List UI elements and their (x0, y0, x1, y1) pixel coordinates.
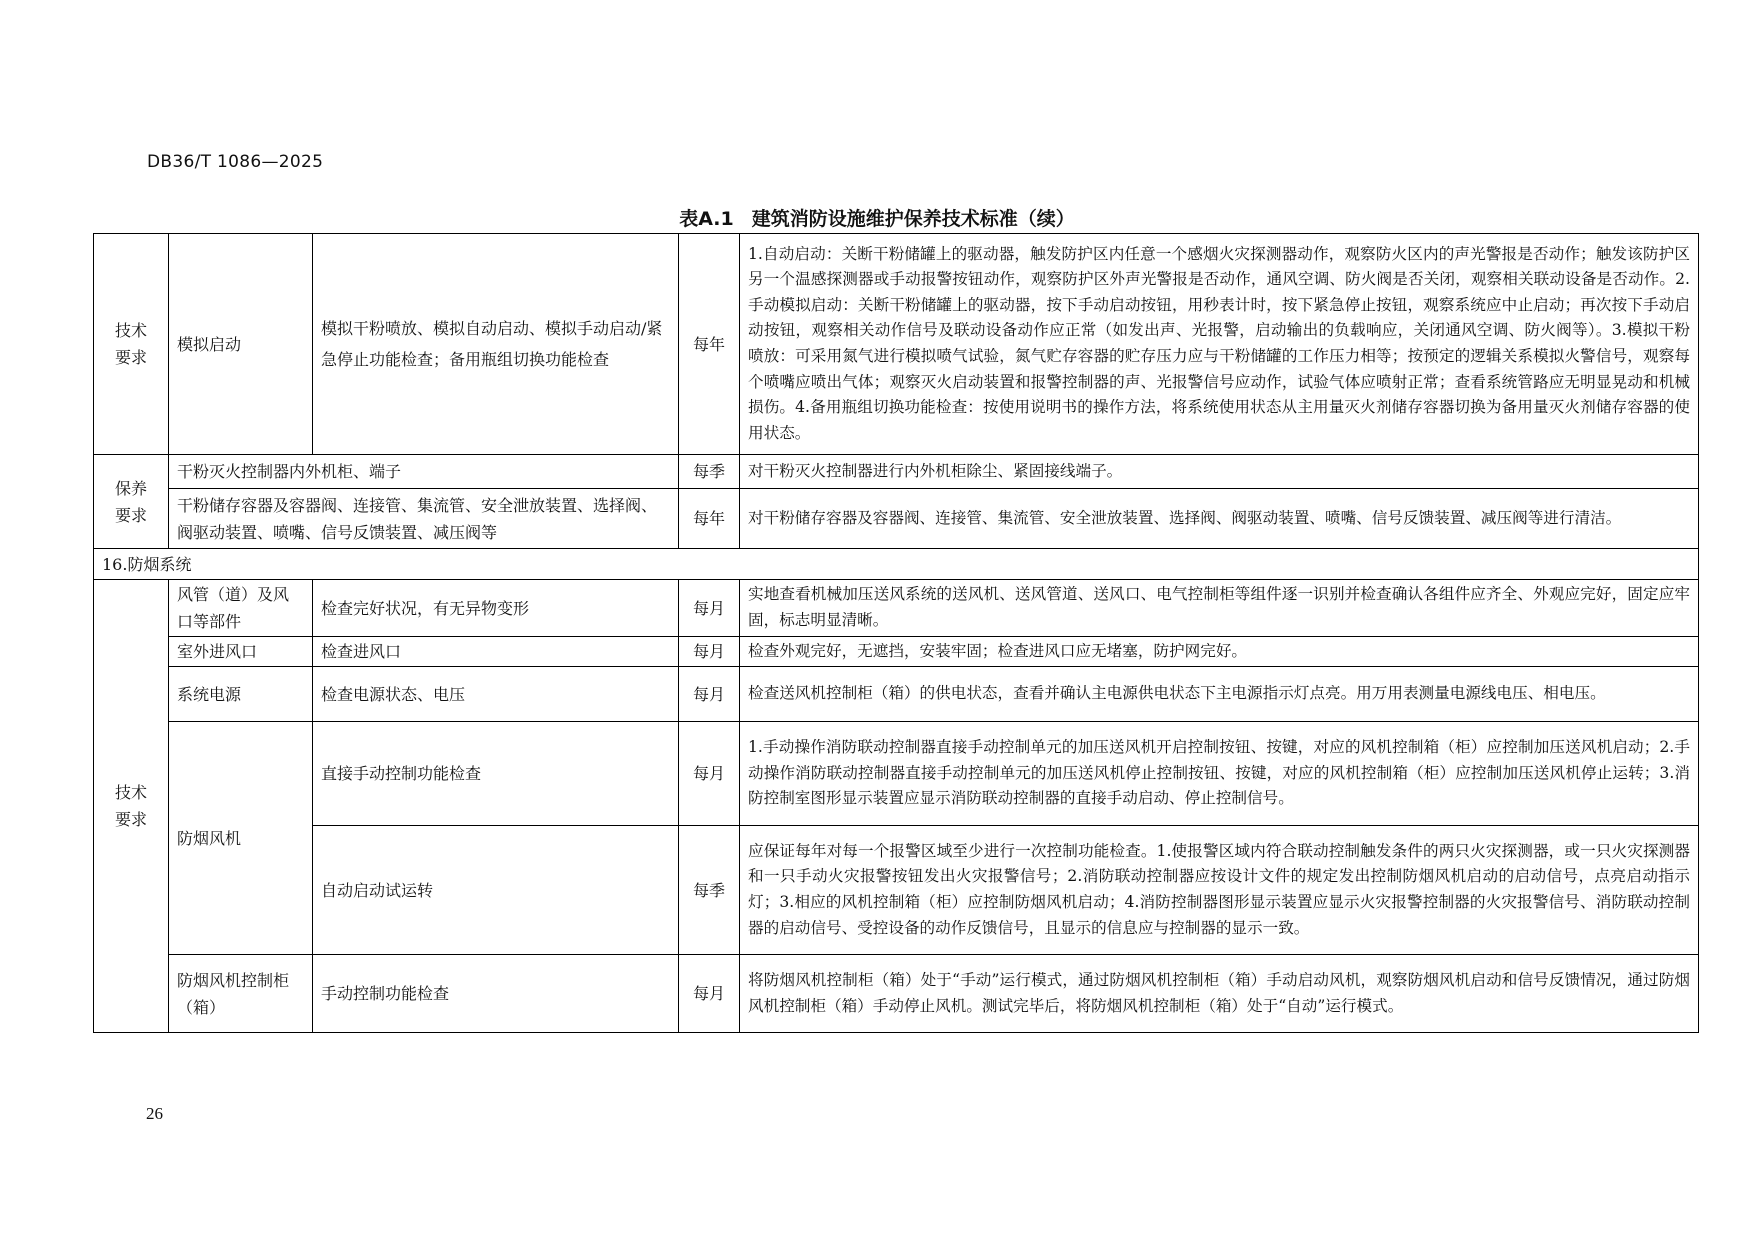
frequency-cell: 每年 (679, 489, 740, 549)
item-cell: 防烟风机控制柜（箱） (169, 955, 313, 1033)
description-cell: 检查外观完好，无遮挡，安装牢固；检查进风口应无堵塞，防护网完好。 (740, 637, 1699, 667)
table-row (94, 826, 1699, 955)
frequency-cell: 每月 (679, 955, 740, 1033)
item-cell: 系统电源 (169, 667, 313, 722)
item-cell: 风管（道）及风口等部件 (169, 580, 313, 637)
table-number: 表A.1 (679, 208, 734, 230)
section-row (94, 549, 1699, 580)
frequency-cell: 每月 (679, 580, 740, 637)
table-row (94, 455, 1699, 489)
description-cell: 1.手动操作消防联动控制器直接手动控制单元的加压送风机开启控制按钮、按键，对应的风机控制箱（柜）应控制加压送风机启动；2.手动操作消防联动控制器直接手动控制单元的加压送风机停止控制按钮、按键，对应的风机控制箱（柜）应控制加压送风机停止运转；3.消防控制室图形显示装置应显示消防联动控制器的直接手动启动、停止控制信号。 (740, 722, 1699, 826)
table-row (94, 722, 1699, 826)
page-number: 26 (146, 1104, 163, 1123)
item-cell: 防烟风机 (169, 722, 313, 955)
frequency-cell: 每月 (679, 637, 740, 667)
category-cell: 技术 要求 (94, 234, 169, 455)
table-title-text: 建筑消防设施维护保养技术标准（续） (751, 208, 1075, 230)
table-row (94, 667, 1699, 722)
content-cell: 检查电源状态、电压 (313, 667, 679, 722)
description-cell: 对干粉灭火控制器进行内外机柜除尘、紧固接线端子。 (740, 455, 1699, 489)
frequency-cell: 每季 (679, 455, 740, 489)
description-cell: 将防烟风机控制柜（箱）处于“手动”运行模式，通过防烟风机控制柜（箱）手动启动风机，观察防烟风机启动和信号反馈情况，通过防烟风机控制柜（箱）手动停止风机。测试完毕后，将防烟风机控制柜（箱）处于“自动”运行模式。 (740, 955, 1699, 1033)
item-cell: 室外进风口 (169, 637, 313, 667)
description-cell: 应保证每年对每一个报警区域至少进行一次控制功能检查。1.使报警区域内符合联动控制触发条件的两只火灾探测器，或一只火灾探测器和一只手动火灾报警按钮发出火灾报警信号；2.消防联动控制器应按设计文件的规定发出控制防烟风机启动的启动信号，点亮启动指示灯；3.相应的风机控制箱（柜）应控制防烟风机启动；4.消防控制器图形显示装置应显示火灾报警控制器的火灾报警信号、消防联动控制器的启动信号、受控设备的动作反馈信号，且显示的信息应与控制器的显示一致。 (740, 826, 1699, 955)
table-row (94, 637, 1699, 667)
content-cell: 检查完好状况，有无异物变形 (313, 580, 679, 637)
content-cell: 检查进风口 (313, 637, 679, 667)
content-cell: 手动控制功能检查 (313, 955, 679, 1033)
item-cell: 干粉储存容器及容器阀、连接管、集流管、安全泄放装置、选择阀、阀驱动装置、喷嘴、信号反馈装置、减压阀等 (169, 489, 679, 549)
frequency-cell: 每季 (679, 826, 740, 955)
document-code: DB36/T 1086—2025 (147, 152, 324, 172)
frequency-cell: 每年 (679, 234, 740, 455)
table-row (94, 489, 1699, 549)
maintenance-standard-table (93, 233, 1699, 1033)
frequency-cell: 每月 (679, 722, 740, 826)
table-row (94, 234, 1699, 455)
item-cell: 模拟启动 (169, 234, 313, 455)
category-cell: 技术 要求 (94, 580, 169, 1033)
table-row (94, 580, 1699, 637)
item-cell: 干粉灭火控制器内外机柜、端子 (169, 455, 679, 489)
description-cell: 1.自动启动：关断干粉储罐上的驱动器，触发防护区内任意一个感烟火灾探测器动作，观察防火区内的声光警报是否动作；触发该防护区另一个温感探测器或手动报警按钮动作，观察防护区外声光警报是否动作，通风空调、防火阀是否关闭，观察相关联动设备是否动作。2.手动模拟启动：关断干粉储罐上的驱动器，按下手动启动按钮，用秒表计时，按下紧急停止按钮，观察系统应中止启动；再次按下手动启动按钮，观察相关动作信号及联动设备动作应正常（如发出声、光报警，启动输出的负载响应，关闭通风空调、防火阀等）。3.模拟干粉喷放：可采用氮气进行模拟喷气试验，氮气贮存容器的贮存压力应与干粉储罐的工作压力相等；按预定的逻辑关系模拟火警信号，观察每个喷嘴应喷出气体；观察灭火启动装置和报警控制器的声、光报警信号应动作，试验气体应喷射正常；查看系统管路应无明显晃动和机械损伤。4.备用瓶组切换功能检查：按使用说明书的操作方法，将系统使用状态从主用量灭火剂储存容器切换为备用量灭火剂储存容器的使用状态。 (740, 234, 1699, 455)
table-title (0, 204, 1754, 231)
description-cell: 检查送风机控制柜（箱）的供电状态，查看并确认主电源供电状态下主电源指示灯点亮。用万用表测量电源线电压、相电压。 (740, 667, 1699, 722)
category-cell: 保养 要求 (94, 455, 169, 549)
description-cell: 对干粉储存容器及容器阀、连接管、集流管、安全泄放装置、选择阀、阀驱动装置、喷嘴、信号反馈装置、减压阀等进行清洁。 (740, 489, 1699, 549)
content-cell: 自动启动试运转 (313, 826, 679, 955)
frequency-cell: 每月 (679, 667, 740, 722)
table-row (94, 955, 1699, 1033)
description-cell: 实地查看机械加压送风系统的送风机、送风管道、送风口、电气控制柜等组件逐一识别并检查确认各组件应齐全、外观应完好，固定应牢固，标志明显清晰。 (740, 580, 1699, 637)
section-title: 16.防烟系统 (94, 549, 1699, 580)
content-cell: 直接手动控制功能检查 (313, 722, 679, 826)
content-cell: 模拟干粉喷放、模拟自动启动、模拟手动启动/紧急停止功能检查；备用瓶组切换功能检查 (313, 234, 679, 455)
